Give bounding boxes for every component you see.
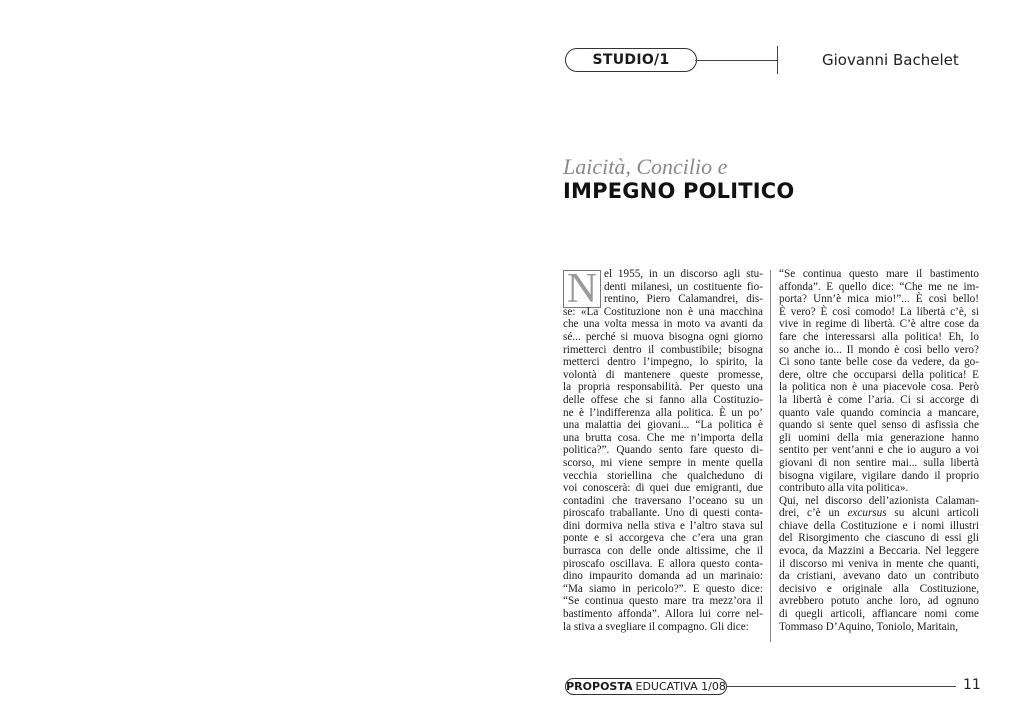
text-line: voi conoscerà: di quei due emigranti, due [563, 482, 763, 495]
text-line: volontà di mantenere queste promesse, [563, 368, 763, 381]
text-line: delle offese che si fanno alla Costituzio- [563, 393, 763, 406]
text-line: drei, c’è un excursus su alcuni articoli [779, 507, 979, 520]
text-line: “Se continua questo mare il bastimento [779, 268, 979, 280]
text-line: evoca, da Mazzini a Beccaria. Nel leggere [779, 545, 979, 558]
text-line: di quegli articoli, affiancare nomi come [779, 608, 979, 621]
magazine-name-pill [565, 678, 727, 695]
text-line: chiave della Costituzione e i nomi illustri [779, 519, 979, 532]
article-subtitle: Laicità, Concilio e [563, 154, 728, 179]
text-line: la politica non è una piacevole cosa. Però [779, 381, 979, 394]
text-line: ponte e si accorgeva che c’era una gran [563, 532, 763, 545]
magazine-issue: EDUCATIVA 1/08 [635, 680, 726, 693]
text-line: so anche io... Il mondo è così bello vero? [779, 343, 979, 356]
column-divider [770, 270, 771, 642]
text-line: burrasca con delle onde altissime, che il [563, 545, 763, 558]
text-line: “Se continua questo mare tra mezz’ora il [563, 595, 763, 608]
text-line: affonda”. E quello dice: “Che me ne im- [779, 280, 979, 293]
text-line: vecchia storiellina che qualcheduno di [563, 469, 763, 482]
text-line: el 1955, in un discorso agli stu- [604, 268, 763, 280]
text-line: rentino, Piero Calamandrei, dis- [604, 293, 763, 306]
page-number: 11 [963, 677, 981, 693]
text-line: la propria responsabilità. Per questo una [563, 381, 763, 394]
text-line: sentito per vent’anni e che io auguro a voi [779, 444, 979, 457]
text-line: dini dormiva nella stiva e l’altro stava sul [563, 519, 763, 532]
magazine-name-bold: PROPOSTA [566, 680, 633, 693]
text-line: se: «La Costituzione non è una macchina [563, 305, 763, 318]
text-line: Ci sono tante belle cose da vedere, da go- [779, 356, 979, 369]
text-line: scorso, mi viene sempre in mente quella [563, 456, 763, 469]
text-line: la stiva a svegliare il compagno. Gli dice: [563, 620, 749, 633]
text-line: È vero? È così comodo! La libertà c’è, si [779, 305, 979, 318]
text-line: una malattia dei giovani... “La politica è [563, 419, 763, 432]
text-line: dino impaurito domanda ad un marinaio: [563, 570, 763, 583]
text-line: bastimento affonda”. Allora lui corre nel- [563, 608, 763, 621]
text-line: porta? Unn’è mica mio!”... È così bello! [779, 293, 979, 306]
left-column [563, 268, 763, 633]
text-line: “Ma siamo in pericolo?”. E questo dice: [563, 582, 763, 595]
text-line: rimetterci dentro il combustibile; bisogna [563, 343, 763, 356]
text-line: politica?”. Quando sento fare questo di- [563, 444, 763, 457]
text-line: Qui, nel discorso dell’azionista Calaman- [779, 494, 979, 507]
text-line: contadini che traversano l’oceano su un [563, 494, 763, 507]
text-line: sé... perché si muova bisogna ogni giorno [563, 330, 763, 343]
text-line: la libertà è come l’aria. Ci si accorge di [779, 393, 979, 406]
text-line: una brutta cosa. Che me n’importa della [563, 431, 763, 444]
text-line: Tommaso D’Aquino, Toniolo, Maritain, [779, 620, 959, 633]
text-line: quando si sente quel senso di asfissia che [779, 419, 979, 432]
text-line: ne è l’indifferenza alla politica. È un po’ [563, 406, 763, 419]
header-rule [695, 60, 777, 61]
text-line: decisivo e originale alla Costituzione, [779, 582, 979, 595]
text-line: del Risorgimento che ciascuno di essi gli [779, 532, 979, 545]
text-line: piroscafo oscillava. E allora questo conta- [563, 557, 763, 570]
text-line: da cristiani, avevano dato un contributo [779, 570, 979, 583]
text-line: vive in regime di libertà. C’è altre cose da [779, 318, 979, 331]
footer-rule [720, 686, 956, 687]
section-label-pill [565, 48, 697, 72]
text-line: il discorso mi veniva in mente che quanti, [779, 557, 979, 570]
drop-cap: N [563, 270, 601, 308]
text-line: dere, oltre che occuparsi della politica! E [779, 368, 979, 381]
text-line: contributo alla vita politica». [779, 482, 909, 495]
text-line: bisogna vigilare, vigilare dando il proprio [779, 469, 979, 482]
author-name: Giovanni Bachelet [822, 51, 959, 69]
text-line: piroscafo traballante. Uno di questi conta- [563, 507, 763, 520]
text-line: che una volta messa in moto va avanti da [563, 318, 763, 331]
text-line: fare che interessarsi alla politica! Eh, lo [779, 330, 979, 343]
text-line: gli uomini della mia generazione hanno [779, 431, 979, 444]
article-title: IMPEGNO POLITICO [563, 179, 795, 203]
right-column [779, 268, 979, 633]
text-line: giovani di non sentire mai... sulla libertà [779, 456, 979, 469]
section-label: STUDIO/1 [592, 52, 670, 68]
text-line: denti milanesi, un costituente fio- [604, 280, 763, 293]
header-divider [777, 46, 778, 74]
text-line: metterci dentro l’impegno, lo spirito, la [563, 356, 763, 369]
text-line: quanto vale quando comincia a mancare, [779, 406, 979, 419]
text-line: avrebbero potuto anche loro, ad ognuno [779, 595, 979, 608]
